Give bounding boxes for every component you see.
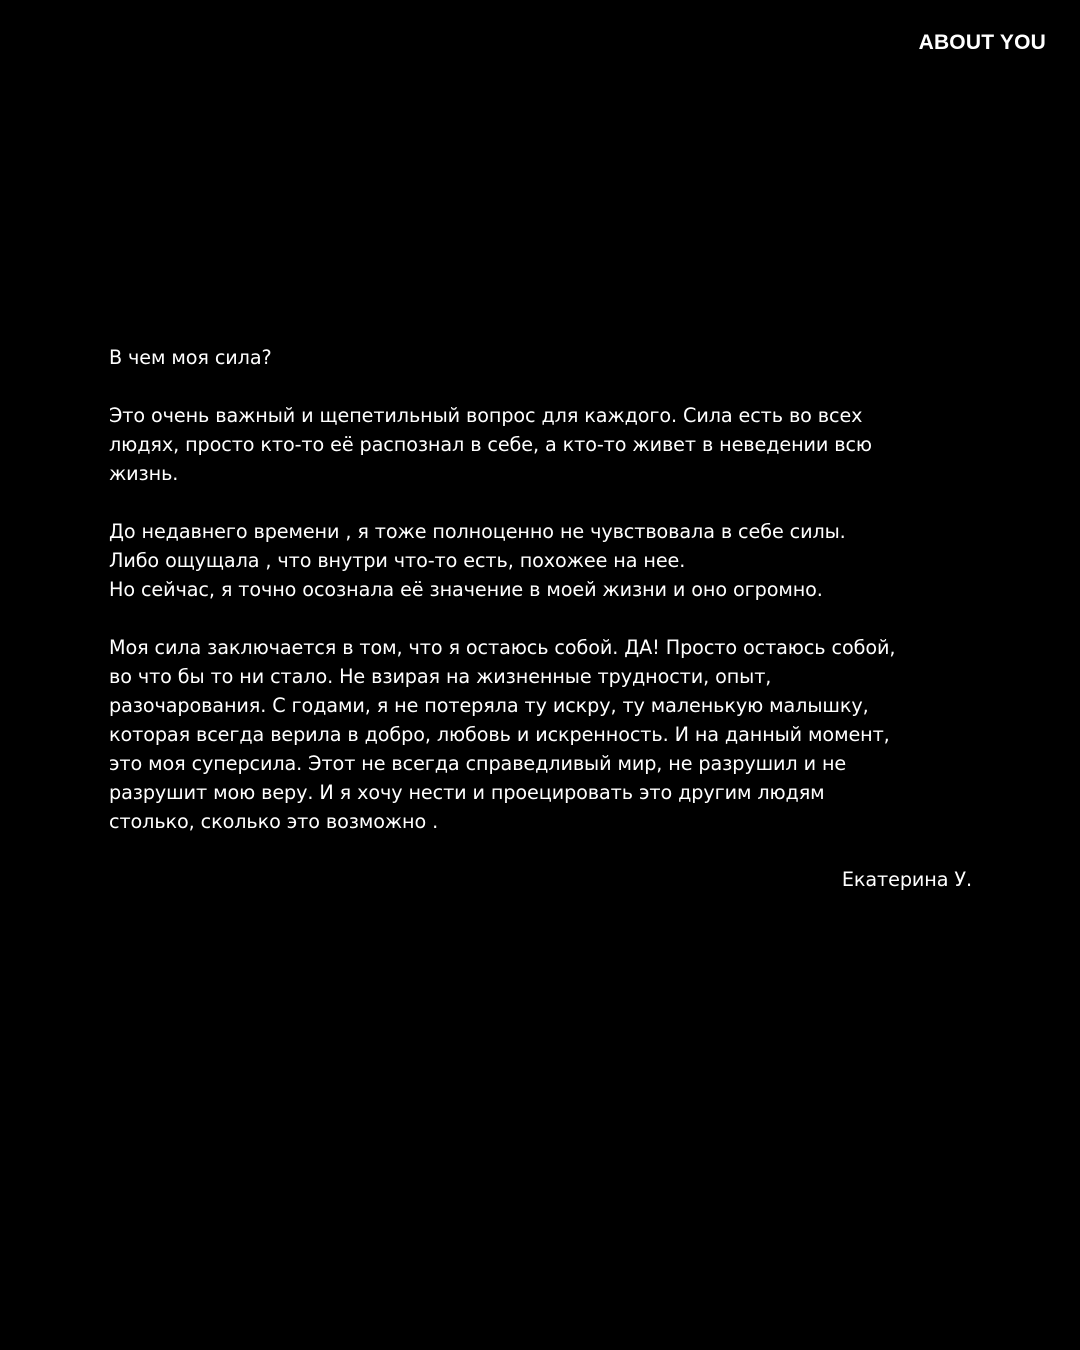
paragraph-line: Моя сила заключается в том, что я остаюсь собой. ДА! Просто остаюсь собой, (109, 636, 896, 659)
letter-paragraph-1 (109, 401, 975, 488)
paragraph-line: Это очень важный и щепетильный вопрос для каждого. Сила есть во всех (109, 404, 863, 427)
paragraph-line: столько, сколько это возможно . (109, 810, 439, 833)
paragraph-line: людях, просто кто-то её распознал в себе, а кто-то живет в неведении всю (109, 433, 872, 456)
letter-paragraph-2 (109, 517, 975, 604)
letter-signature: Екатерина У. (841, 868, 972, 891)
letter-body (109, 343, 975, 894)
brand-label: ABOUT YOU (918, 31, 1046, 54)
question-text: В чем моя сила? (109, 346, 272, 369)
paragraph-line: это моя суперсила. Этот не всегда справедливый мир, не разрушил и не (109, 752, 847, 775)
paragraph-line: До недавнего времени , я тоже полноценно не чувствовала в себе силы. (109, 520, 846, 543)
paragraph-line: Либо ощущала , что внутри что-то есть, похожее на нее. (109, 549, 686, 572)
paragraph-line: которая всегда верила в добро, любовь и искренность. И на данный момент, (109, 723, 890, 746)
letter-question (109, 343, 975, 372)
paragraph-line: жизнь. (109, 462, 179, 485)
paragraph-line: во что бы то ни стало. Не взирая на жизненные трудности, опыт, (109, 665, 772, 688)
paragraph-line: разочарования. С годами, я не потеряла ту искру, ту маленькую малышку, (109, 694, 869, 717)
paragraph-line: Но сейчас, я точно осознала её значение в моей жизни и оно огромно. (109, 578, 823, 601)
paragraph-line: разрушит мою веру. И я хочу нести и проецировать это другим людям (109, 781, 825, 804)
letter-paragraph-3 (109, 633, 975, 836)
